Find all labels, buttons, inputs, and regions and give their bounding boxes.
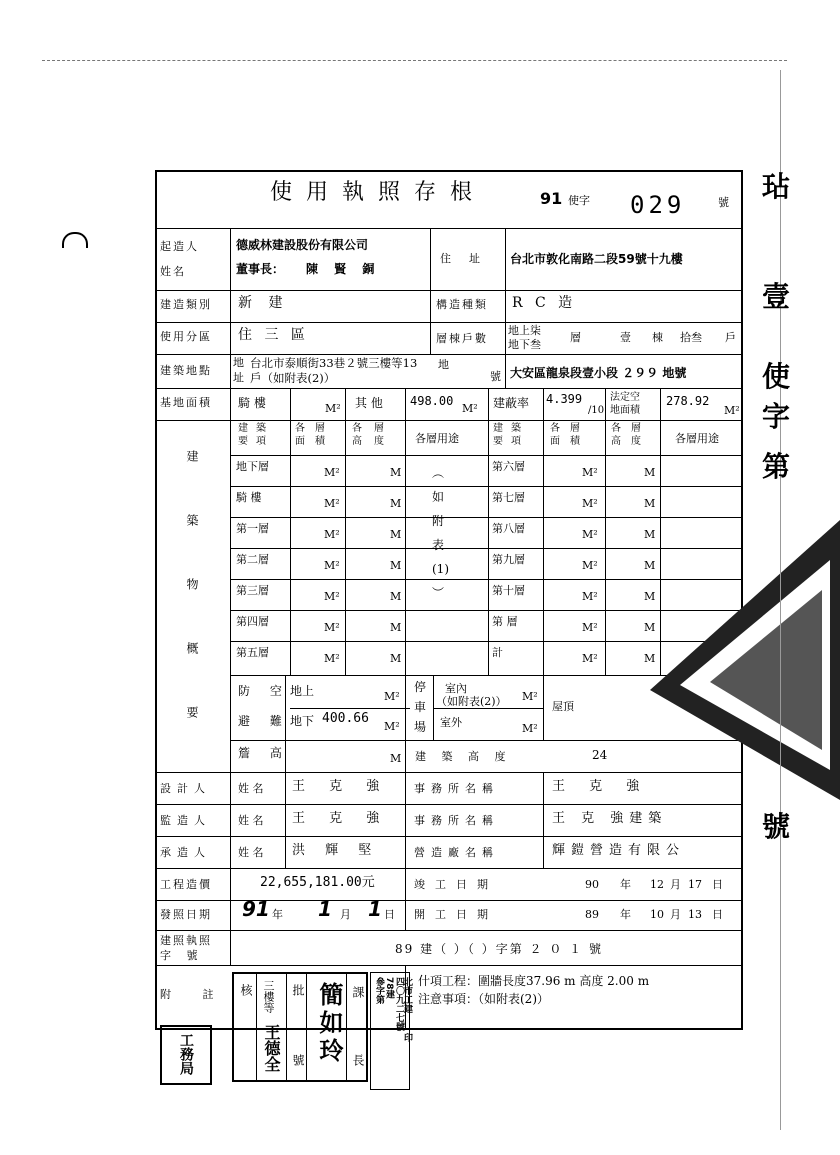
parking-label-2: 車 — [414, 700, 427, 714]
issue-month-unit: 月 — [340, 908, 351, 921]
floor-area-unit-right: M² — [582, 590, 598, 603]
start-month: 10 — [650, 908, 664, 921]
floor-label-right: 第九層 — [492, 553, 525, 566]
remarks-line-1: 什項工程：圍牆長度37.96 m 高度 2.00 m — [418, 974, 650, 988]
site-addr-label-1: 地 — [233, 356, 244, 369]
floors-label: 層棟戶數 — [436, 332, 488, 345]
parking-label-1: 停 — [414, 680, 427, 694]
approval-stamp — [232, 972, 368, 1082]
parking-outdoor-unit: M² — [522, 722, 538, 735]
th-use: 各層用途 — [415, 432, 459, 445]
completion-year-unit: 年 — [620, 878, 631, 891]
permit-ref-label-2: 字 號 — [160, 949, 204, 962]
office-seal-text: 工務局 — [178, 1033, 194, 1075]
designer-office: 王 克 強 — [552, 779, 650, 794]
floor-area-unit-right: M² — [582, 621, 598, 634]
right-edge-char: 號 — [762, 810, 791, 843]
start-year: 89 — [585, 908, 599, 921]
open-space-value: 278.92 — [666, 394, 710, 408]
floor-height-unit-right: M — [644, 621, 656, 634]
floor-label-left: 第四層 — [236, 615, 269, 628]
floor-area-unit-right: M² — [582, 528, 598, 541]
th-use-2: 各層用途 — [675, 432, 719, 445]
zone-label: 使用分區 — [160, 330, 212, 343]
floor-label-right: 第 層 — [492, 615, 518, 628]
chairman-name: 陳 賢 銅 — [306, 262, 381, 276]
th-floor-height: 各層高度 — [352, 423, 396, 447]
designer-name-label: 姓 名 — [238, 782, 264, 795]
use-note-char: 如 — [432, 490, 445, 504]
completion-day-unit: 日 — [712, 878, 723, 891]
lot-label-2: 號 — [490, 370, 501, 383]
use-note-char: 表 — [432, 538, 445, 552]
unit-count: 拾叁 — [680, 331, 702, 344]
torn-corner-artifact — [590, 520, 840, 820]
floor-area-unit-left: M² — [324, 621, 340, 634]
floor-area-unit-left: M² — [324, 652, 340, 665]
floor-area-unit-left: M² — [324, 590, 340, 603]
floor-label-right: 第七層 — [492, 491, 525, 504]
stamp-floor: 三樓等 — [262, 980, 275, 1013]
coverage-value: 4.399 — [546, 392, 583, 406]
floor-height-unit-left: M — [390, 528, 402, 541]
site-address: 台北市泰順街33巷２號三樓等13 — [250, 356, 418, 370]
floor-label-right: 第六層 — [492, 460, 525, 473]
floor-height-unit-left: M — [390, 590, 402, 603]
ref-stamp-col1: 參字第 — [374, 977, 384, 1004]
stamp-section: 課 — [351, 986, 365, 998]
shelter-above-unit: M² — [384, 690, 400, 703]
building-label: 棟 — [652, 331, 663, 344]
floor-height-unit-left: M — [390, 559, 402, 572]
floor-height-unit-right: M — [644, 466, 656, 479]
shelter-label-1: 防 空 — [238, 684, 290, 698]
zone-value: 住 三 區 — [238, 327, 309, 343]
stamp-number: 號 — [291, 1054, 305, 1066]
scan-mark-icon — [62, 232, 88, 248]
use-note-char: 附 — [432, 514, 445, 528]
open-space-unit: M² — [724, 404, 740, 417]
contractor-firm: 輝鎧營造有限公 — [552, 843, 686, 858]
floor-label-left: 第二層 — [236, 553, 269, 566]
floors-above: 地上柒 — [508, 324, 541, 337]
start-year-unit: 年 — [620, 908, 631, 921]
shelter-below-unit: M² — [384, 720, 400, 733]
reference-stamp — [370, 972, 410, 1090]
stamp-signer: 王德全 — [262, 1024, 281, 1072]
permit-number-suffix: 號 — [718, 196, 729, 209]
build-type-label: 建造類別 — [160, 298, 212, 311]
issue-year: 91 — [242, 897, 270, 921]
completion-month: 12 — [650, 878, 664, 891]
parking-indoor-unit: M² — [522, 690, 538, 703]
parking-indoor-label: 室內 — [445, 682, 467, 695]
supervisor-office-label: 事務所名稱 — [414, 814, 499, 827]
completion-year: 90 — [585, 878, 599, 891]
floor-area-unit-left: M² — [324, 466, 340, 479]
unit-label: 戶 — [725, 331, 736, 344]
completion-day: 17 — [688, 878, 702, 891]
permit-number: 029 — [630, 191, 686, 219]
parking-indoor-note: （如附表(2)） — [436, 695, 507, 708]
completion-label: 竣工日期 — [414, 878, 498, 891]
open-space-label-1: 法定空 — [610, 392, 640, 403]
arcade-unit: M² — [325, 402, 341, 415]
use-note-char: ︵ — [432, 466, 445, 480]
contractor-label: 承造人 — [160, 846, 211, 859]
floor-height-unit-right: M — [644, 559, 656, 572]
th-floor-area: 各層面積 — [295, 423, 335, 447]
building-count: 壹 — [620, 331, 631, 344]
right-edge-char: 第 — [762, 450, 791, 483]
parking-outdoor-label: 室外 — [440, 716, 462, 729]
permit-ref-number: 89 建（ ）（ ）字第 ２ ０ １ 號 — [395, 942, 603, 956]
floor-area-unit-left: M² — [324, 497, 340, 510]
floor-height-unit-left: M — [390, 652, 402, 665]
floor-height-unit-left: M — [390, 466, 402, 479]
floor-label-left: 地下層 — [236, 460, 269, 473]
floors-below: 地下叁 — [508, 338, 541, 351]
floor-label-left: 第五層 — [236, 646, 269, 659]
other-label: 其 他 — [355, 396, 383, 410]
lot-number: 大安區龍泉段壹小段 ２９９ 地號 — [510, 366, 687, 380]
designer-office-label: 事務所名稱 — [414, 782, 499, 795]
floor-label-right: 計 — [492, 646, 503, 659]
issue-month: 1 — [318, 897, 332, 921]
contractor-name-label: 姓 名 — [238, 846, 264, 859]
parking-label-3: 場 — [414, 720, 427, 734]
use-note-char: ︶ — [432, 586, 445, 600]
scan-edge-line — [42, 60, 787, 61]
remarks-label: 附 註 — [160, 988, 228, 1001]
floor-label-left: 第一層 — [236, 522, 269, 535]
th-item: 建築要項 — [238, 423, 274, 447]
area-label: 基地面積 — [160, 396, 212, 409]
contractor-name: 洪 輝 堅 — [292, 843, 380, 858]
floor-area-unit-right: M² — [582, 559, 598, 572]
th-floor-height-2: 各層高度 — [611, 423, 651, 447]
floor-label-right: 第八層 — [492, 522, 525, 535]
form-title: 使用執照存根 — [270, 180, 487, 205]
structure-label: 構造種類 — [436, 298, 488, 311]
floor-area-unit-left: M² — [324, 528, 340, 541]
site-addr-label-2: 址 — [233, 371, 244, 384]
completion-month-unit: 月 — [670, 878, 681, 891]
roof-label: 屋頂 — [552, 700, 574, 713]
address-label: 住址 — [440, 252, 498, 265]
eave-height-label: 簷 高 — [238, 746, 290, 760]
building-height-label: 建 築 高 度 — [415, 750, 512, 763]
right-edge-char: 壹 — [762, 280, 791, 313]
cost-label: 工程造價 — [160, 878, 212, 891]
coverage-denominator: /10 — [588, 405, 605, 416]
build-type-value: 新 建 — [238, 295, 289, 311]
other-value: 498.00 — [410, 394, 454, 408]
shelter-above-label: 地上 — [290, 684, 315, 698]
floor-label-left: 第三層 — [236, 584, 269, 597]
stamp-chief: 長 — [351, 1054, 365, 1066]
stamp-approve: 批 — [291, 984, 305, 996]
supervisor-label: 監造人 — [160, 814, 211, 827]
site-address-2: 戶（如附表(2)） — [250, 371, 336, 385]
issue-day: 1 — [368, 897, 382, 921]
issue-date-label: 發照日期 — [160, 908, 212, 921]
site-label: 建築地點 — [160, 364, 212, 377]
floor-height-unit-right: M — [644, 528, 656, 541]
start-day-unit: 日 — [712, 908, 723, 921]
stamp-check: 核 — [239, 984, 253, 1036]
scan-edge-line-right — [780, 70, 781, 1130]
supervisor-name: 王 克 強 — [292, 811, 390, 826]
use-note-char: (1) — [432, 562, 449, 576]
ref-stamp-col2: 78建 — [384, 977, 394, 999]
floor-height-unit-left: M — [390, 497, 402, 510]
floor-area-unit-right: M² — [582, 652, 598, 665]
applicant-address: 台北市敦化南路二段59號十九樓 — [510, 252, 683, 266]
floor-label-left: 騎 樓 — [236, 491, 262, 504]
floor-area-unit-right: M² — [582, 466, 598, 479]
remarks-line-2: 注意事項：（如附表(2)） — [418, 992, 549, 1006]
office-seal — [160, 1025, 212, 1085]
supervisor-name-label: 姓 名 — [238, 814, 264, 827]
permit-type: 使字 — [568, 194, 590, 207]
right-edge-char: 玷 — [762, 170, 791, 203]
eave-height-unit: M — [390, 752, 402, 765]
cost-value: 22,655,181.00元 — [260, 875, 375, 890]
floor-height-unit-right: M — [644, 497, 656, 510]
designer-label: 設計人 — [160, 782, 211, 795]
floor-height-unit-right: M — [644, 652, 656, 665]
applicant-company: 德威林建設股份有限公司 — [236, 238, 369, 252]
section-label: 建築物概要 — [185, 450, 199, 770]
th-item-2: 建築要項 — [493, 423, 529, 447]
floor-height-unit-left: M — [390, 621, 402, 634]
ref-stamp-col5: 印 — [402, 1033, 412, 1042]
start-day: 13 — [688, 908, 702, 921]
ref-stamp-col4: 北市工建 — [402, 977, 412, 1013]
applicant-label: 起造人 — [160, 240, 199, 253]
building-height-value: 24 — [592, 748, 608, 762]
chairman-label: 董事長： — [236, 262, 285, 276]
issue-day-unit: 日 — [384, 908, 395, 921]
shelter-label-2: 避 難 — [238, 714, 290, 728]
shelter-below-label: 地下 — [290, 714, 315, 728]
structure-value: R C 造 — [512, 295, 577, 311]
other-unit: M² — [462, 402, 478, 415]
right-edge-char: 字 — [762, 400, 791, 433]
shelter-below-value: 400.66 — [322, 711, 369, 726]
applicant-name-label: 姓名 — [160, 265, 186, 278]
right-edge-char: 使 — [762, 360, 791, 393]
lot-label-1: 地 — [438, 358, 449, 371]
ref-stamp-col3: 四〇九二七號 — [394, 977, 404, 1031]
open-space-label-2: 地面積 — [610, 405, 640, 416]
floor-label-right: 第十層 — [492, 584, 525, 597]
start-month-unit: 月 — [670, 908, 681, 921]
issue-year-unit: 年 — [272, 908, 283, 921]
arcade-label: 騎 樓 — [238, 396, 266, 410]
floor-area-unit-left: M² — [324, 559, 340, 572]
contractor-firm-label: 營造廠名稱 — [414, 846, 499, 859]
supervisor-office: 王 克 強建築 — [552, 811, 668, 826]
start-date-label: 開工日期 — [414, 908, 498, 921]
floors-layer: 層 — [570, 331, 581, 344]
th-floor-area-2: 各層面積 — [550, 423, 590, 447]
floor-area-unit-right: M² — [582, 497, 598, 510]
designer-name: 王 克 強 — [292, 779, 390, 794]
coverage-label: 建蔽率 — [493, 396, 530, 410]
stamp-approver: 簡如玲 — [315, 982, 343, 1066]
floor-height-unit-right: M — [644, 590, 656, 603]
permit-year: 91 — [540, 189, 563, 208]
permit-ref-label-1: 建照執照 — [160, 934, 212, 947]
